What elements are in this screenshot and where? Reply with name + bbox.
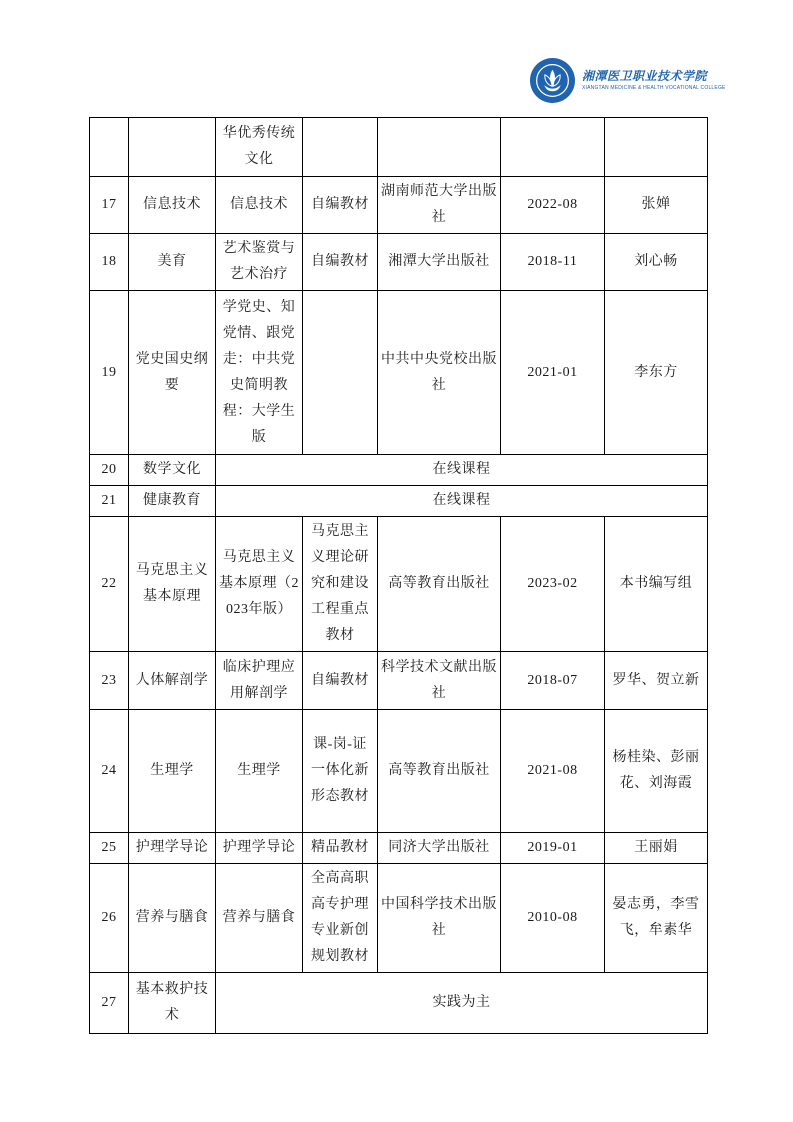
- table-cell: 22: [90, 517, 129, 652]
- table-cell: 湖南师范大学出版社: [378, 177, 501, 234]
- table-cell: 基本救护技术: [129, 973, 216, 1034]
- table-cell: 2019-01: [501, 833, 605, 864]
- table-cell: 24: [90, 710, 129, 833]
- table-cell: 2021-01: [501, 291, 605, 455]
- college-name-cn: 湘潭医卫职业技术学院: [582, 69, 708, 84]
- table-row: [90, 517, 708, 652]
- college-logo: [530, 58, 726, 103]
- table-cell: 罗华、贺立新: [605, 652, 708, 710]
- table-row: [90, 118, 708, 177]
- table-cell: 20: [90, 455, 129, 486]
- table-cell: 21: [90, 486, 129, 517]
- table-cell: 营养与膳食: [216, 864, 303, 973]
- table-cell: 营养与膳食: [129, 864, 216, 973]
- table-cell: 健康教育: [129, 486, 216, 517]
- table-row: [90, 177, 708, 234]
- table-cell: 李东方: [605, 291, 708, 455]
- table-cell: [605, 118, 708, 177]
- table-cell: [303, 291, 378, 455]
- table-row: [90, 652, 708, 710]
- table-cell: 17: [90, 177, 129, 234]
- table-cell: 数学文化: [129, 455, 216, 486]
- table-cell: 信息技术: [129, 177, 216, 234]
- table-cell: [129, 118, 216, 177]
- table-cell: 全高高职高专护理专业新创规划教材: [303, 864, 378, 973]
- table-cell: 中共中央党校出版社: [378, 291, 501, 455]
- table-cell: 临床护理应用解剖学: [216, 652, 303, 710]
- table-cell: 湘潭大学出版社: [378, 234, 501, 291]
- table-cell: 2021-08: [501, 710, 605, 833]
- table-cell: 中国科学技术出版社: [378, 864, 501, 973]
- table-cell: 26: [90, 864, 129, 973]
- table-cell: 实践为主: [216, 973, 708, 1034]
- table-cell: 护理学导论: [216, 833, 303, 864]
- table-row: [90, 291, 708, 455]
- table-cell: 19: [90, 291, 129, 455]
- table-cell: 美育: [129, 234, 216, 291]
- table-cell: 课-岗-证一体化新形态教材: [303, 710, 378, 833]
- table-cell: 马克思主义基本原理: [129, 517, 216, 652]
- table-cell: 23: [90, 652, 129, 710]
- table-cell: 18: [90, 234, 129, 291]
- table-cell: 2022-08: [501, 177, 605, 234]
- table-cell: 本书编写组: [605, 517, 708, 652]
- table-cell: 精品教材: [303, 833, 378, 864]
- course-textbook-table: [89, 117, 708, 1034]
- college-name-en: XIANGTAN MEDICINE & HEALTH VOCATIONAL COLLEGE: [582, 84, 726, 91]
- table-cell: 在线课程: [216, 455, 708, 486]
- table-cell: [501, 118, 605, 177]
- table-cell: 晏志勇，李雪飞，牟素华: [605, 864, 708, 973]
- table-cell: 王丽娟: [605, 833, 708, 864]
- table-cell: 人体解剖学: [129, 652, 216, 710]
- table-row: [90, 864, 708, 973]
- table-cell: 2018-07: [501, 652, 605, 710]
- table-cell: 张婵: [605, 177, 708, 234]
- table-cell: [90, 118, 129, 177]
- table-cell: 信息技术: [216, 177, 303, 234]
- table-cell: 马克思主义理论研究和建设工程重点教材: [303, 517, 378, 652]
- table-row: [90, 973, 708, 1034]
- table-cell: 高等教育出版社: [378, 710, 501, 833]
- college-emblem-icon: [530, 58, 575, 103]
- table-cell: 生理学: [129, 710, 216, 833]
- table-cell: 杨桂染、彭丽花、刘海霞: [605, 710, 708, 833]
- table-cell: 高等教育出版社: [378, 517, 501, 652]
- table-cell: 党史国史纲要: [129, 291, 216, 455]
- table-cell: [378, 118, 501, 177]
- table-row: [90, 234, 708, 291]
- college-name-block: [582, 69, 726, 92]
- table-cell: [303, 118, 378, 177]
- table-cell: 在线课程: [216, 486, 708, 517]
- table-cell: 自编教材: [303, 234, 378, 291]
- table-cell: 刘心畅: [605, 234, 708, 291]
- table-row: [90, 710, 708, 833]
- table-cell: 科学技术文献出版社: [378, 652, 501, 710]
- table-row: [90, 486, 708, 517]
- table-cell: 学党史、知党情、跟党走：中共党史简明教程：大学生版: [216, 291, 303, 455]
- table-cell: 2010-08: [501, 864, 605, 973]
- table-cell: 马克思主义基本原理（2023年版）: [216, 517, 303, 652]
- table-cell: 自编教材: [303, 652, 378, 710]
- table-cell: 生理学: [216, 710, 303, 833]
- table-cell: 2023-02: [501, 517, 605, 652]
- table-row: [90, 833, 708, 864]
- table-cell: 25: [90, 833, 129, 864]
- table-cell: 同济大学出版社: [378, 833, 501, 864]
- table-cell: 艺术鉴赏与艺术治疗: [216, 234, 303, 291]
- table-cell: 自编教材: [303, 177, 378, 234]
- table-cell: 华优秀传统文化: [216, 118, 303, 177]
- table-cell: 护理学导论: [129, 833, 216, 864]
- table-row: [90, 455, 708, 486]
- table-cell: 27: [90, 973, 129, 1034]
- course-table-body: [90, 118, 708, 1034]
- table-cell: 2018-11: [501, 234, 605, 291]
